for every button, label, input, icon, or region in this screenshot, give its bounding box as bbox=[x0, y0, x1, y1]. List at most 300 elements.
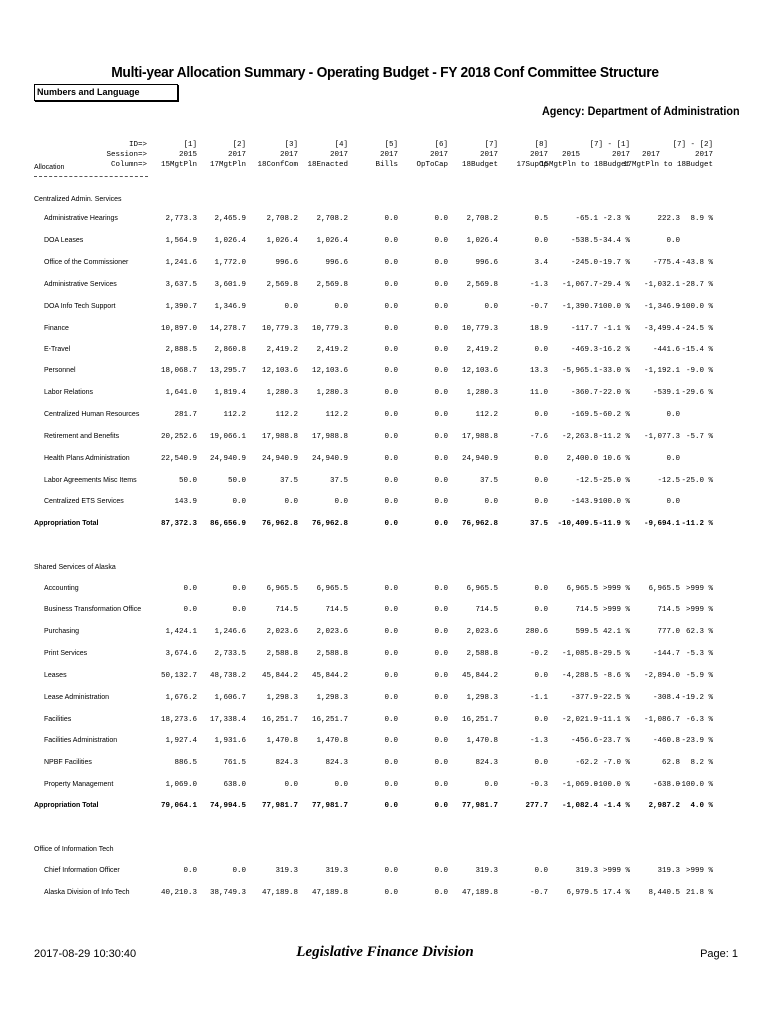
cell-value: 10,779.3 bbox=[261, 325, 298, 333]
diff2-percent: -6.3 % bbox=[685, 716, 713, 724]
cell-value: 0.0 bbox=[384, 716, 398, 724]
cell-value: -1.3 bbox=[529, 737, 548, 745]
diff1-percent: 17.4 % bbox=[602, 889, 630, 897]
header-col-name: 15MgtPln bbox=[160, 161, 197, 169]
report-title: Multi-year Allocation Summary - Operating Budget - FY 2018 Conf Committee Structure bbox=[111, 64, 659, 81]
cell-value: 0.0 bbox=[434, 433, 448, 441]
cell-value: 0.0 bbox=[384, 498, 398, 506]
diff1-amount: -1,390.7 bbox=[561, 303, 598, 311]
diff2-amount: -1,032.1 bbox=[643, 281, 680, 289]
cell-value: 714.5 bbox=[475, 606, 498, 614]
cell-value: 0.0 bbox=[183, 606, 197, 614]
cell-value: 1,280.3 bbox=[466, 389, 498, 397]
diff2-amount: 222.3 bbox=[657, 215, 680, 223]
cell-value: 0.0 bbox=[434, 650, 448, 658]
cell-value: 2,023.6 bbox=[266, 628, 298, 636]
cell-value: 1,564.9 bbox=[165, 237, 197, 245]
cell-value: 0.0 bbox=[534, 716, 548, 724]
cell-value: 0.0 bbox=[384, 433, 398, 441]
row-label: Labor Relations bbox=[44, 389, 94, 396]
header-col-id: [2] bbox=[232, 141, 246, 149]
cell-value: 0.0 bbox=[434, 606, 448, 614]
cell-value: 0.0 bbox=[434, 759, 448, 767]
cell-value: 48,738.2 bbox=[209, 672, 246, 680]
row-label: Property Management bbox=[44, 781, 114, 788]
diff1-amount: -117.7 bbox=[570, 325, 598, 333]
cell-value: 18,068.7 bbox=[160, 367, 197, 375]
header-col-session: 2017 bbox=[227, 151, 246, 159]
cell-value: 0.0 bbox=[384, 281, 398, 289]
cell-value: 0.0 bbox=[384, 325, 398, 333]
cell-value: 0.0 bbox=[534, 411, 548, 419]
diff2-percent: >999 % bbox=[685, 585, 713, 593]
cell-value: 638.0 bbox=[223, 781, 246, 789]
cell-value: 2,588.8 bbox=[466, 650, 498, 658]
diff1-amount: -2,263.8 bbox=[561, 433, 598, 441]
cell-value: 0.0 bbox=[232, 498, 246, 506]
cell-value: 0.0 bbox=[384, 694, 398, 702]
diff2-amount: -3,499.4 bbox=[643, 325, 680, 333]
cell-value: 3,674.6 bbox=[165, 650, 197, 658]
row-label: Purchasing bbox=[44, 628, 80, 635]
cell-value: 1,241.6 bbox=[165, 259, 197, 267]
table-row bbox=[0, 716, 770, 730]
cell-value: 1,069.0 bbox=[165, 781, 197, 789]
diff1-amount: -12.5 bbox=[575, 477, 598, 485]
diff1-amount: -10,409.5 bbox=[557, 520, 598, 528]
cell-value: 1,026.4 bbox=[316, 237, 348, 245]
cell-value: 824.3 bbox=[475, 759, 498, 767]
cell-value: 996.6 bbox=[275, 259, 298, 267]
cell-value: 0.0 bbox=[434, 389, 448, 397]
cell-value: 1,931.6 bbox=[214, 737, 246, 745]
table-row bbox=[0, 759, 770, 773]
cell-value: 112.2 bbox=[223, 411, 246, 419]
cell-value: 0.0 bbox=[384, 215, 398, 223]
row-label: Accounting bbox=[44, 585, 79, 592]
cell-value: 1,927.4 bbox=[165, 737, 197, 745]
diff2-percent: 8.2 % bbox=[690, 759, 713, 767]
cell-value: 2,733.5 bbox=[214, 650, 246, 658]
row-label: Centralized Human Resources bbox=[44, 411, 140, 418]
diff1-percent: -2.3 % bbox=[602, 215, 630, 223]
cell-value: 16,251.7 bbox=[261, 716, 298, 724]
header-col-session: 2017 bbox=[429, 151, 448, 159]
cell-value: 47,189.8 bbox=[311, 889, 348, 897]
diff2-percent: -19.2 % bbox=[681, 694, 713, 702]
table-row bbox=[0, 281, 770, 295]
cell-value: 13,295.7 bbox=[209, 367, 246, 375]
header-divider bbox=[34, 176, 148, 177]
cell-value: 0.0 bbox=[384, 237, 398, 245]
row-label: Retirement and Benefits bbox=[44, 433, 120, 440]
header-row-label: ID=> bbox=[128, 141, 147, 149]
cell-value: 79,064.1 bbox=[160, 802, 197, 810]
cell-value: 0.0 bbox=[334, 781, 348, 789]
diff1-percent: -11.1 % bbox=[598, 716, 630, 724]
diff2-amount: -12.5 bbox=[657, 477, 680, 485]
cell-value: 996.6 bbox=[475, 259, 498, 267]
cell-value: 17,988.8 bbox=[261, 433, 298, 441]
diff1-percent: -100.0 % bbox=[593, 498, 630, 506]
cell-value: 0.0 bbox=[384, 477, 398, 485]
cell-value: 1,280.3 bbox=[266, 389, 298, 397]
cell-value: 0.0 bbox=[384, 737, 398, 745]
cell-value: 24,940.9 bbox=[209, 455, 246, 463]
cell-value: 38,749.3 bbox=[209, 889, 246, 897]
allocation-header: Allocation bbox=[34, 164, 65, 171]
diff1-amount: 319.3 bbox=[575, 867, 598, 875]
table-row bbox=[0, 237, 770, 251]
cell-value: 0.0 bbox=[534, 455, 548, 463]
diff2-percent: -28.7 % bbox=[681, 281, 713, 289]
diff1-amount: -62.2 bbox=[575, 759, 598, 767]
cell-value: 2,569.8 bbox=[316, 281, 348, 289]
cell-value: 0.0 bbox=[384, 389, 398, 397]
cell-value: 112.2 bbox=[275, 411, 298, 419]
cell-value: 77,981.7 bbox=[261, 802, 298, 810]
table-row bbox=[0, 477, 770, 491]
diff2-amount: -638.0 bbox=[652, 781, 680, 789]
cell-value: 45,844.2 bbox=[261, 672, 298, 680]
row-label: Labor Agreements Misc Items bbox=[44, 477, 137, 484]
cell-value: 0.0 bbox=[384, 585, 398, 593]
cell-value: 0.0 bbox=[484, 303, 498, 311]
diff1-percent: -60.2 % bbox=[598, 411, 630, 419]
cell-value: 6,965.5 bbox=[466, 585, 498, 593]
row-label: Centralized Admin. Services bbox=[34, 196, 122, 203]
cell-value: 143.9 bbox=[174, 498, 197, 506]
row-label: DOA Info Tech Support bbox=[44, 303, 116, 310]
diff2-percent: -5.7 % bbox=[685, 433, 713, 441]
row-label: Chief Information Officer bbox=[44, 867, 120, 874]
diff1-amount: 2,400.0 bbox=[566, 455, 598, 463]
diff2-amount: 2,987.2 bbox=[648, 802, 680, 810]
cell-value: 18,273.6 bbox=[160, 716, 197, 724]
cell-value: 0.0 bbox=[334, 303, 348, 311]
diff1-amount: -4,288.5 bbox=[561, 672, 598, 680]
cell-value: 1,424.1 bbox=[165, 628, 197, 636]
cell-value: 50.0 bbox=[227, 477, 246, 485]
cell-value: 0.0 bbox=[384, 867, 398, 875]
cell-value: 1,246.6 bbox=[214, 628, 246, 636]
row-label: Administrative Hearings bbox=[44, 215, 118, 222]
diff2-amount: -460.8 bbox=[652, 737, 680, 745]
section-header bbox=[0, 196, 770, 210]
cell-value: 0.0 bbox=[534, 672, 548, 680]
row-label: Administrative Services bbox=[44, 281, 117, 288]
table-row bbox=[0, 628, 770, 642]
cell-value: 24,940.9 bbox=[461, 455, 498, 463]
row-label: NPBF Facilities bbox=[44, 759, 92, 766]
diff2-percent: -24.5 % bbox=[681, 325, 713, 333]
diff1-amount: -377.9 bbox=[570, 694, 598, 702]
cell-value: 2,465.9 bbox=[214, 215, 246, 223]
section-header bbox=[0, 564, 770, 578]
diff1-amount: -5,965.1 bbox=[561, 367, 598, 375]
cell-value: 1,298.3 bbox=[466, 694, 498, 702]
cell-value: 1,772.0 bbox=[214, 259, 246, 267]
cell-value: 0.0 bbox=[534, 237, 548, 245]
table-row bbox=[0, 325, 770, 339]
diff2-amount: 62.8 bbox=[661, 759, 680, 767]
diff1-amount: -65.1 bbox=[575, 215, 598, 223]
table-row bbox=[0, 889, 770, 903]
cell-value: -0.7 bbox=[529, 303, 548, 311]
header-col-id: [8] bbox=[534, 141, 548, 149]
cell-value: 0.0 bbox=[534, 867, 548, 875]
table-row bbox=[0, 694, 770, 708]
cell-value: 10,779.3 bbox=[461, 325, 498, 333]
diff2-percent: >999 % bbox=[685, 606, 713, 614]
section-header bbox=[0, 846, 770, 860]
cell-value: 0.0 bbox=[384, 759, 398, 767]
cell-value: 0.0 bbox=[384, 411, 398, 419]
cell-value: 0.0 bbox=[434, 672, 448, 680]
header-col-name: OpToCap bbox=[416, 161, 448, 169]
cell-value: 319.3 bbox=[325, 867, 348, 875]
diff2-percent: 62.3 % bbox=[685, 628, 713, 636]
row-label: Centralized ETS Services bbox=[44, 498, 124, 505]
footer-timestamp: 2017-08-29 10:30:40 bbox=[34, 948, 137, 960]
cell-value: 996.6 bbox=[325, 259, 348, 267]
cell-value: 1,676.2 bbox=[165, 694, 197, 702]
cell-value: 0.0 bbox=[384, 259, 398, 267]
header-col-session: 2017 bbox=[279, 151, 298, 159]
cell-value: 0.0 bbox=[434, 737, 448, 745]
row-label: Facilities bbox=[44, 716, 72, 723]
diff2-amount: -1,346.9 bbox=[643, 303, 680, 311]
cell-value: 0.0 bbox=[434, 281, 448, 289]
diff1-percent: -16.2 % bbox=[598, 346, 630, 354]
cell-value: -7.6 bbox=[529, 433, 548, 441]
diff1-percent: -33.0 % bbox=[598, 367, 630, 375]
cell-value: 18.9 bbox=[529, 325, 548, 333]
cell-value: 16,251.7 bbox=[311, 716, 348, 724]
cell-value: 3,637.5 bbox=[165, 281, 197, 289]
cell-value: 2,419.2 bbox=[266, 346, 298, 354]
diff1-percent: -11.2 % bbox=[598, 433, 630, 441]
diff2-amount: 319.3 bbox=[657, 867, 680, 875]
cell-value: 0.0 bbox=[384, 455, 398, 463]
cell-value: 0.0 bbox=[183, 585, 197, 593]
cell-value: 112.2 bbox=[475, 411, 498, 419]
cell-value: 2,588.8 bbox=[266, 650, 298, 658]
cell-value: 3,601.9 bbox=[214, 281, 246, 289]
cell-value: 0.0 bbox=[384, 672, 398, 680]
row-label: Office of the Commissioner bbox=[44, 259, 129, 266]
diff1-percent: -34.4 % bbox=[598, 237, 630, 245]
cell-value: 319.3 bbox=[475, 867, 498, 875]
row-label: Finance bbox=[44, 325, 69, 332]
diff2-amount: 777.0 bbox=[657, 628, 680, 636]
diff1-amount: -538.5 bbox=[570, 237, 598, 245]
table-row bbox=[0, 867, 770, 881]
cell-value: 1,026.4 bbox=[466, 237, 498, 245]
diff2-amount: 0.0 bbox=[666, 411, 680, 419]
cell-value: 37.5 bbox=[479, 477, 498, 485]
diff1-percent: 42.1 % bbox=[602, 628, 630, 636]
cell-value: 0.0 bbox=[534, 759, 548, 767]
header-col-name: Bills bbox=[375, 161, 398, 169]
cell-value: 37.5 bbox=[329, 477, 348, 485]
total-row bbox=[0, 520, 770, 534]
cell-value: 2,708.2 bbox=[266, 215, 298, 223]
cell-value: 0.0 bbox=[232, 606, 246, 614]
cell-value: 2,888.5 bbox=[165, 346, 197, 354]
cell-value: 0.0 bbox=[384, 650, 398, 658]
diff1-amount: -469.3 bbox=[570, 346, 598, 354]
cell-value: 1,298.3 bbox=[266, 694, 298, 702]
diff1-amount: -1,082.4 bbox=[561, 802, 598, 810]
header-diff2-s2: 2017 bbox=[694, 151, 713, 159]
diff1-amount: -456.6 bbox=[570, 737, 598, 745]
cell-value: 40,210.3 bbox=[160, 889, 197, 897]
cell-value: 0.0 bbox=[384, 606, 398, 614]
cell-value: 0.0 bbox=[384, 346, 398, 354]
cell-value: -1.1 bbox=[529, 694, 548, 702]
cell-value: 0.0 bbox=[434, 585, 448, 593]
cell-value: 20,252.6 bbox=[160, 433, 197, 441]
diff2-amount: -1,077.3 bbox=[643, 433, 680, 441]
cell-value: 1,390.7 bbox=[165, 303, 197, 311]
header-col-name: 17MgtPln bbox=[209, 161, 246, 169]
diff2-amount: -9,694.1 bbox=[643, 520, 680, 528]
header-diff1-s2: 2017 bbox=[611, 151, 630, 159]
table-row bbox=[0, 737, 770, 751]
cell-value: 886.5 bbox=[174, 759, 197, 767]
cell-value: 2,588.8 bbox=[316, 650, 348, 658]
table-row bbox=[0, 433, 770, 447]
diff2-amount: 0.0 bbox=[666, 498, 680, 506]
diff1-amount: -360.7 bbox=[570, 389, 598, 397]
cell-value: 761.5 bbox=[223, 759, 246, 767]
header-col-session: 2017 bbox=[529, 151, 548, 159]
diff2-amount: -775.4 bbox=[652, 259, 680, 267]
diff1-amount: 6,979.5 bbox=[566, 889, 598, 897]
header-col-name: 18Budget bbox=[461, 161, 498, 169]
cell-value: 0.0 bbox=[534, 498, 548, 506]
diff1-percent: >999 % bbox=[602, 585, 630, 593]
cell-value: 76,962.8 bbox=[311, 520, 348, 528]
cell-value: 0.0 bbox=[434, 303, 448, 311]
table-row bbox=[0, 781, 770, 795]
diff2-amount: -144.7 bbox=[652, 650, 680, 658]
diff2-amount: 714.5 bbox=[657, 606, 680, 614]
cell-value: 0.0 bbox=[434, 781, 448, 789]
cell-value: 0.0 bbox=[183, 867, 197, 875]
diff1-percent: 10.6 % bbox=[602, 455, 630, 463]
diff1-percent: -8.6 % bbox=[602, 672, 630, 680]
cell-value: 1,819.4 bbox=[214, 389, 246, 397]
cell-value: 17,338.4 bbox=[209, 716, 246, 724]
header-diff2-s1: 2017 bbox=[641, 151, 660, 159]
cell-value: 1,470.8 bbox=[316, 737, 348, 745]
cell-value: 0.0 bbox=[434, 346, 448, 354]
header-diff1-id: [7] - [1] bbox=[589, 141, 630, 149]
row-label: Appropriation Total bbox=[34, 520, 99, 527]
diff2-amount: -308.4 bbox=[652, 694, 680, 702]
diff2-percent: 8.9 % bbox=[690, 215, 713, 223]
diff1-amount: -1,069.0 bbox=[561, 781, 598, 789]
cell-value: 0.0 bbox=[384, 367, 398, 375]
cell-value: 45,844.2 bbox=[311, 672, 348, 680]
diff1-percent: -100.0 % bbox=[593, 303, 630, 311]
cell-value: -1.3 bbox=[529, 281, 548, 289]
cell-value: 0.0 bbox=[434, 367, 448, 375]
cell-value: 0.0 bbox=[434, 498, 448, 506]
diff2-percent: -15.4 % bbox=[681, 346, 713, 354]
cell-value: 2,569.8 bbox=[466, 281, 498, 289]
cell-value: 12,103.6 bbox=[311, 367, 348, 375]
cell-value: 0.0 bbox=[434, 325, 448, 333]
cell-value: 0.0 bbox=[384, 520, 398, 528]
cell-value: 1,346.9 bbox=[214, 303, 246, 311]
cell-value: 824.3 bbox=[325, 759, 348, 767]
cell-value: 37.5 bbox=[279, 477, 298, 485]
cell-value: 50,132.7 bbox=[160, 672, 197, 680]
cell-value: 112.2 bbox=[325, 411, 348, 419]
cell-value: 0.0 bbox=[434, 694, 448, 702]
diff1-amount: 6,965.5 bbox=[566, 585, 598, 593]
cell-value: 0.0 bbox=[434, 889, 448, 897]
cell-value: 24,940.9 bbox=[311, 455, 348, 463]
cell-value: 77,981.7 bbox=[311, 802, 348, 810]
cell-value: 2,023.6 bbox=[316, 628, 348, 636]
cell-value: 2,023.6 bbox=[466, 628, 498, 636]
cell-value: 0.0 bbox=[284, 498, 298, 506]
diff2-amount: 8,440.5 bbox=[648, 889, 680, 897]
diff1-percent: -100.0 % bbox=[593, 781, 630, 789]
cell-value: 0.0 bbox=[334, 498, 348, 506]
diff1-percent: >999 % bbox=[602, 867, 630, 875]
cell-value: 0.0 bbox=[232, 867, 246, 875]
cell-value: 17,988.8 bbox=[461, 433, 498, 441]
cell-value: 0.0 bbox=[284, 781, 298, 789]
diff2-percent: -43.8 % bbox=[681, 259, 713, 267]
cell-value: 0.0 bbox=[534, 585, 548, 593]
diff2-percent: 21.8 % bbox=[685, 889, 713, 897]
cell-value: -0.2 bbox=[529, 650, 548, 658]
cell-value: 714.5 bbox=[325, 606, 348, 614]
diff1-percent: -11.9 % bbox=[598, 520, 630, 528]
cell-value: 50.0 bbox=[178, 477, 197, 485]
diff1-amount: 599.5 bbox=[575, 628, 598, 636]
cell-value: 2,708.2 bbox=[466, 215, 498, 223]
cell-value: 86,656.9 bbox=[209, 520, 246, 528]
diff2-percent: -25.0 % bbox=[681, 477, 713, 485]
cell-value: 0.5 bbox=[534, 215, 548, 223]
cell-value: 0.0 bbox=[534, 606, 548, 614]
header-col-session: 2015 bbox=[178, 151, 197, 159]
cell-value: 22,540.9 bbox=[160, 455, 197, 463]
table-row bbox=[0, 498, 770, 512]
cell-value: 1,606.7 bbox=[214, 694, 246, 702]
cell-value: 281.7 bbox=[174, 411, 197, 419]
diff2-percent: 4.0 % bbox=[690, 802, 713, 810]
cell-value: 1,470.8 bbox=[466, 737, 498, 745]
cell-value: 0.0 bbox=[384, 889, 398, 897]
diff1-amount: 714.5 bbox=[575, 606, 598, 614]
cell-value: 0.0 bbox=[384, 628, 398, 636]
cell-value: 0.0 bbox=[232, 585, 246, 593]
cell-value: 2,860.8 bbox=[214, 346, 246, 354]
diff1-percent: -19.7 % bbox=[598, 259, 630, 267]
diff1-percent: -7.0 % bbox=[602, 759, 630, 767]
cell-value: 2,773.3 bbox=[165, 215, 197, 223]
cell-value: 45,844.2 bbox=[461, 672, 498, 680]
header-col-id: [6] bbox=[434, 141, 448, 149]
